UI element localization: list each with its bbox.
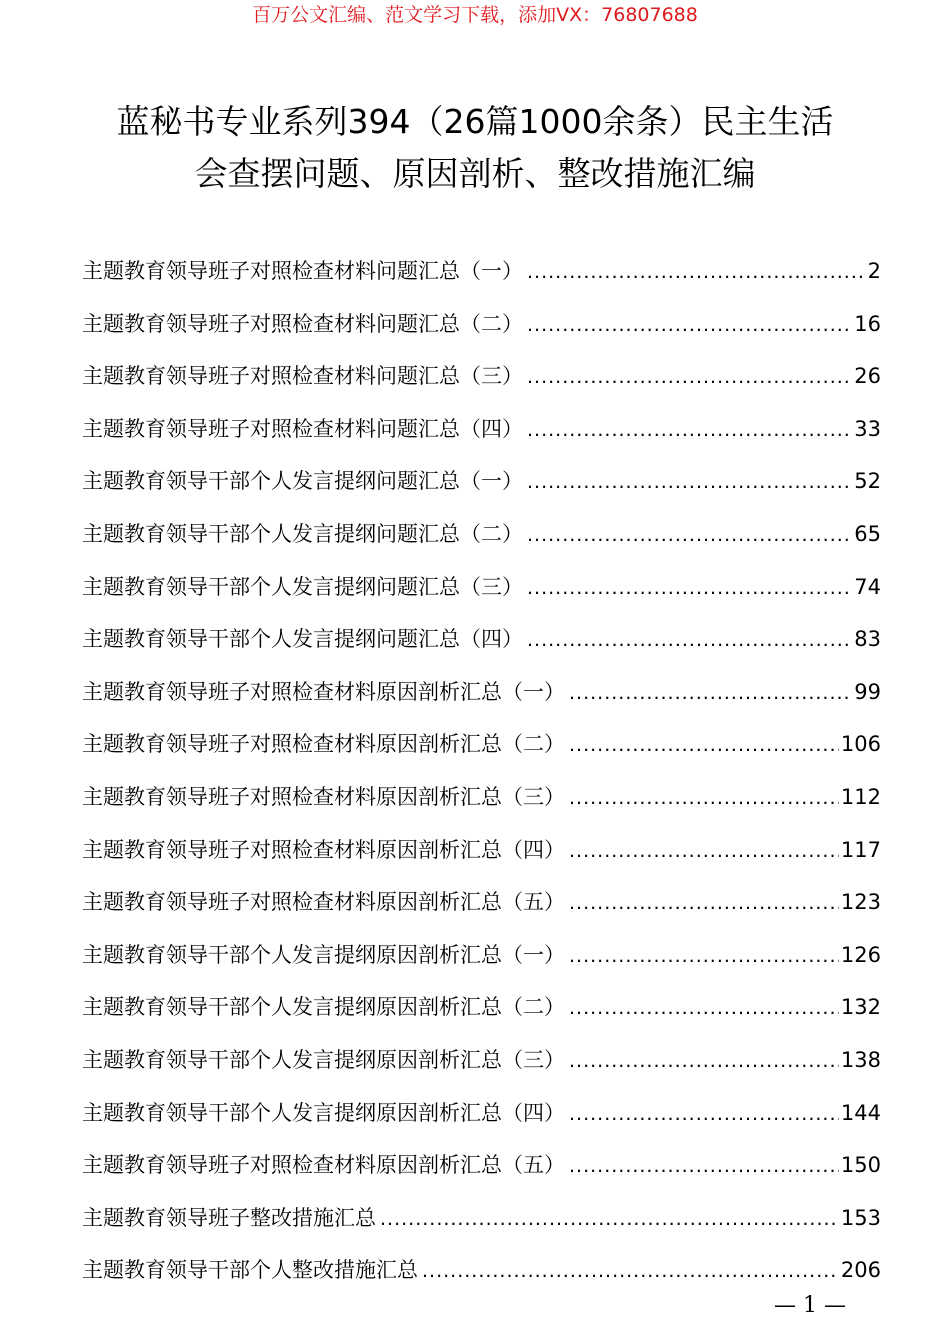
toc-entry-label[interactable]: 主题教育领导班子整改措施汇总	[82, 1205, 376, 1230]
table-of-contents	[82, 245, 881, 1297]
toc-entry-page[interactable]: 117	[840, 837, 881, 862]
toc-entry-label[interactable]: 主题教育领导干部个人发言提纲原因剖析汇总（三）	[82, 1047, 565, 1072]
toc-entry-label[interactable]: 主题教育领导班子对照检查材料问题汇总（二）	[82, 311, 523, 336]
toc-entry[interactable]	[82, 1034, 881, 1087]
toc-entry-label[interactable]: 主题教育领导班子对照检查材料原因剖析汇总（一）	[82, 679, 565, 704]
toc-dot-leader	[527, 299, 852, 352]
toc-dot-leader	[569, 719, 839, 772]
toc-dot-leader	[569, 1088, 839, 1141]
toc-entry-label[interactable]: 主题教育领导干部个人整改措施汇总	[82, 1258, 418, 1283]
toc-dot-leader	[569, 877, 839, 930]
toc-dot-leader	[569, 1035, 839, 1088]
toc-entry-page[interactable]: 26	[854, 364, 881, 389]
toc-dot-leader	[527, 246, 866, 299]
toc-entry-label[interactable]: 主题教育领导干部个人发言提纲问题汇总（四）	[82, 627, 523, 652]
toc-entry-label[interactable]: 主题教育领导班子对照检查材料问题汇总（三）	[82, 364, 523, 389]
toc-entry-page[interactable]: 132	[840, 995, 881, 1020]
toc-entry[interactable]	[82, 508, 881, 561]
toc-entry[interactable]	[82, 1244, 881, 1297]
toc-entry-page[interactable]: 112	[840, 784, 881, 809]
toc-entry[interactable]	[82, 403, 881, 456]
toc-dot-leader	[527, 351, 852, 404]
toc-entry[interactable]	[82, 1087, 881, 1140]
toc-entry[interactable]	[82, 666, 881, 719]
toc-dot-leader	[569, 825, 839, 878]
toc-entry-label[interactable]: 主题教育领导班子对照检查材料原因剖析汇总（三）	[82, 784, 565, 809]
toc-entry[interactable]	[82, 298, 881, 351]
toc-entry[interactable]	[82, 929, 881, 982]
page-number: — 1 —	[774, 1293, 846, 1318]
toc-entry[interactable]	[82, 876, 881, 929]
toc-entry[interactable]	[82, 718, 881, 771]
toc-entry-page[interactable]: 99	[854, 679, 881, 704]
toc-entry[interactable]	[82, 1139, 881, 1192]
toc-dot-leader	[569, 982, 839, 1035]
toc-entry-label[interactable]: 主题教育领导班子对照检查材料原因剖析汇总（二）	[82, 732, 565, 757]
toc-dot-leader	[527, 509, 852, 562]
toc-entry-page[interactable]: 126	[840, 942, 881, 967]
toc-entry-page[interactable]: 123	[840, 890, 881, 915]
toc-entry-page[interactable]: 150	[840, 1153, 881, 1178]
toc-entry-label[interactable]: 主题教育领导干部个人发言提纲原因剖析汇总（一）	[82, 942, 565, 967]
document-title	[60, 96, 890, 200]
toc-entry[interactable]	[82, 561, 881, 614]
toc-entry[interactable]	[82, 455, 881, 508]
toc-entry[interactable]	[82, 245, 881, 298]
toc-entry-label[interactable]: 主题教育领导班子对照检查材料问题汇总（四）	[82, 416, 523, 441]
toc-dot-leader	[527, 614, 852, 667]
toc-dot-leader	[527, 456, 852, 509]
toc-entry-label[interactable]: 主题教育领导班子对照检查材料问题汇总（一）	[82, 259, 523, 283]
document-title-line-2: 会查摆问题、原因剖析、整改措施汇编	[194, 154, 756, 193]
toc-dot-leader	[422, 1245, 839, 1298]
toc-dot-leader	[569, 930, 839, 983]
toc-entry-label[interactable]: 主题教育领导班子对照检查材料原因剖析汇总（四）	[82, 837, 565, 862]
toc-entry-label[interactable]: 主题教育领导干部个人发言提纲原因剖析汇总（四）	[82, 1100, 565, 1125]
toc-entry[interactable]	[82, 1192, 881, 1245]
toc-entry-page[interactable]: 16	[854, 311, 881, 336]
toc-entry-page[interactable]: 138	[840, 1047, 881, 1072]
toc-entry-label[interactable]: 主题教育领导班子对照检查材料原因剖析汇总（五）	[82, 890, 565, 915]
toc-entry[interactable]	[82, 981, 881, 1034]
header-banner: 百万公文汇编、范文学习下载，添加VX：76807688	[252, 4, 698, 26]
toc-dot-leader	[569, 667, 852, 720]
toc-entry-page[interactable]: 52	[854, 469, 881, 494]
toc-dot-leader	[527, 562, 852, 615]
toc-dot-leader	[569, 772, 839, 825]
toc-dot-leader	[527, 404, 852, 457]
toc-entry-page[interactable]: 83	[854, 627, 881, 652]
toc-entry-page[interactable]: 74	[854, 574, 881, 599]
toc-entry-page[interactable]: 65	[854, 521, 881, 546]
toc-entry[interactable]	[82, 350, 881, 403]
toc-entry-page[interactable]: 153	[840, 1205, 881, 1230]
toc-entry-page[interactable]: 144	[840, 1100, 881, 1125]
toc-entry-label[interactable]: 主题教育领导干部个人发言提纲原因剖析汇总（二）	[82, 995, 565, 1020]
toc-entry-page[interactable]: 2	[867, 259, 881, 283]
toc-entry-label[interactable]: 主题教育领导班子对照检查材料原因剖析汇总（五）	[82, 1153, 565, 1178]
toc-entry-label[interactable]: 主题教育领导干部个人发言提纲问题汇总（二）	[82, 521, 523, 546]
toc-entry[interactable]	[82, 613, 881, 666]
toc-entry-page[interactable]: 206	[840, 1258, 881, 1283]
toc-entry-page[interactable]: 106	[840, 732, 881, 757]
toc-dot-leader	[569, 1140, 839, 1193]
toc-entry[interactable]	[82, 824, 881, 877]
document-title-line-1: 蓝秘书专业系列394（26篇1000余条）民主生活	[116, 102, 834, 141]
toc-entry-label[interactable]: 主题教育领导干部个人发言提纲问题汇总（一）	[82, 469, 523, 494]
toc-entry[interactable]	[82, 771, 881, 824]
toc-dot-leader	[380, 1193, 839, 1246]
toc-entry-label[interactable]: 主题教育领导干部个人发言提纲问题汇总（三）	[82, 574, 523, 599]
toc-entry-page[interactable]: 33	[854, 416, 881, 441]
